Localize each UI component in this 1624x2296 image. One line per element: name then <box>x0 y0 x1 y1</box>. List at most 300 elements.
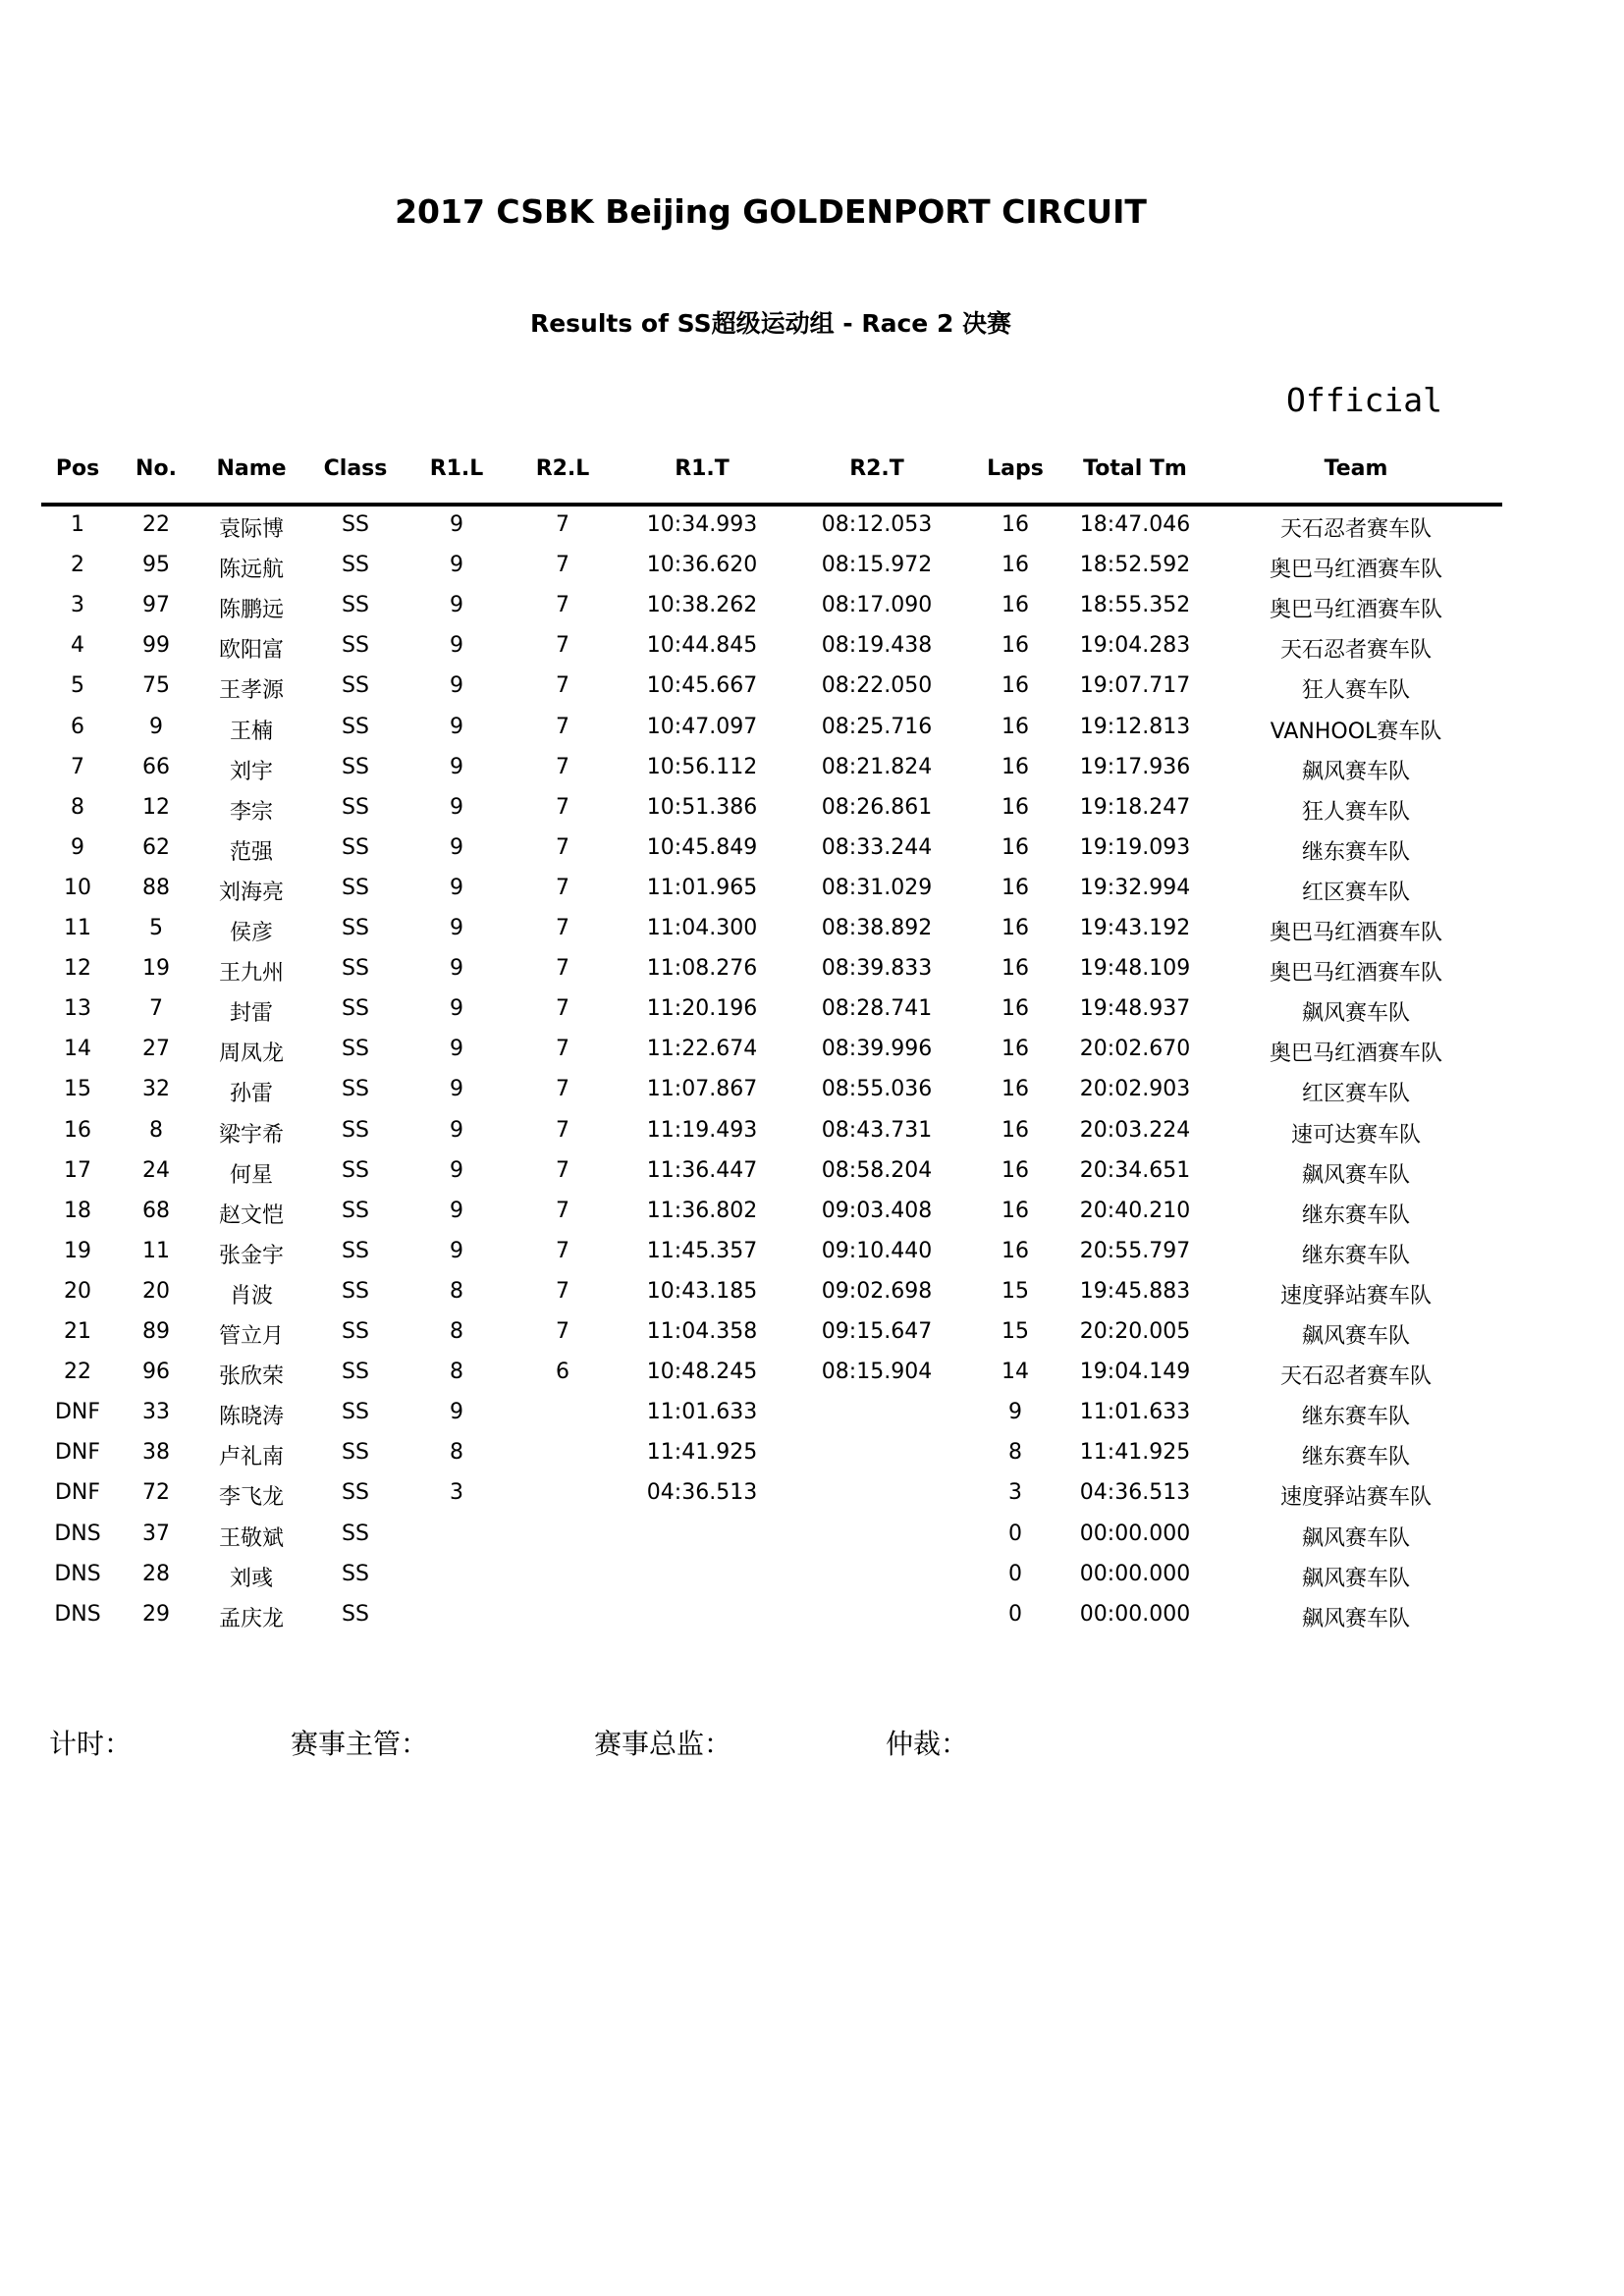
cell-team: 飙风赛车队 <box>1301 1606 1411 1631</box>
cell-r1t: 10:45.667 <box>646 673 758 699</box>
cell-class: SS <box>342 1440 369 1466</box>
cell-team: 继东赛车队 <box>1301 839 1411 865</box>
cell-class: SS <box>342 1278 369 1304</box>
cell-r2l: 7 <box>556 673 569 699</box>
cell-r2t: 09:02.698 <box>821 1278 933 1304</box>
col-header-no: No. <box>135 456 177 481</box>
cell-name: 王孝源 <box>218 678 285 704</box>
cell-r2l: 7 <box>556 996 569 1022</box>
cell-name: 李飞龙 <box>218 1485 285 1511</box>
cell-name: 孙雷 <box>229 1082 274 1107</box>
cell-class: SS <box>342 754 369 779</box>
cell-r1l: 9 <box>450 1198 463 1223</box>
col-header-r1l: R1.L <box>429 456 484 481</box>
cell-total-tm: 11:01.633 <box>1079 1400 1191 1425</box>
cell-name: 管立月 <box>218 1324 285 1349</box>
cell-r2l: 7 <box>556 956 569 982</box>
cell-team: 奥巴马红酒赛车队 <box>1269 598 1443 623</box>
cell-name: 王楠 <box>229 719 274 744</box>
cell-name: 欧阳富 <box>218 638 285 664</box>
cell-laps: 9 <box>1008 1400 1022 1425</box>
cell-r2t: 08:25.716 <box>821 714 933 739</box>
cell-r1t: 10:56.112 <box>646 754 758 779</box>
cell-no: 19 <box>142 956 170 982</box>
cell-r1l: 9 <box>450 875 463 900</box>
col-header-class: Class <box>323 456 388 481</box>
cell-no: 27 <box>142 1037 170 1062</box>
cell-total-tm: 19:45.883 <box>1079 1278 1191 1304</box>
cell-total-tm: 19:32.994 <box>1079 875 1191 900</box>
cell-no: 20 <box>142 1278 170 1304</box>
cell-total-tm: 19:04.149 <box>1079 1360 1191 1385</box>
cell-pos: 13 <box>64 996 91 1022</box>
cell-laps: 16 <box>1001 996 1029 1022</box>
cell-r2l: 7 <box>556 834 569 860</box>
col-header-r2t: R2.T <box>849 456 904 481</box>
cell-pos: DNF <box>54 1400 101 1425</box>
cell-laps: 16 <box>1001 673 1029 699</box>
cell-name: 陈远航 <box>218 558 285 583</box>
cell-r1l: 8 <box>450 1360 463 1385</box>
cell-r1l: 9 <box>450 1077 463 1102</box>
cell-total-tm: 20:03.224 <box>1079 1117 1191 1143</box>
cell-name: 孟庆龙 <box>218 1606 285 1631</box>
cell-pos: 15 <box>64 1077 91 1102</box>
signature-clerk-of-course: 赛事总监： <box>594 1728 732 1760</box>
cell-pos: 1 <box>71 512 84 537</box>
cell-r1t: 10:48.245 <box>646 1360 758 1385</box>
cell-r1t: 10:44.845 <box>646 633 758 659</box>
cell-name: 张金宇 <box>218 1243 285 1268</box>
cell-r1t: 11:45.357 <box>646 1238 758 1263</box>
cell-r1t: 04:36.513 <box>646 1480 758 1506</box>
cell-r2t: 08:39.996 <box>821 1037 933 1062</box>
cell-r2t: 09:15.647 <box>821 1319 933 1344</box>
col-header-r1t: R1.T <box>675 456 730 481</box>
cell-total-tm: 18:55.352 <box>1079 593 1191 618</box>
cell-name: 卢礼南 <box>218 1445 285 1470</box>
cell-team: 飙风赛车队 <box>1301 1001 1411 1027</box>
cell-pos: 12 <box>64 956 91 982</box>
cell-r1t: 11:07.867 <box>646 1077 758 1102</box>
cell-name: 肖波 <box>229 1283 274 1308</box>
cell-r1t: 11:36.447 <box>646 1157 758 1183</box>
cell-total-tm: 20:55.797 <box>1079 1238 1191 1263</box>
cell-team: 红区赛车队 <box>1301 880 1411 905</box>
cell-team: 飙风赛车队 <box>1301 1162 1411 1188</box>
cell-r2l: 7 <box>556 1037 569 1062</box>
cell-class: SS <box>342 875 369 900</box>
cell-r2t: 08:26.861 <box>821 794 933 820</box>
cell-r2t: 08:17.090 <box>821 593 933 618</box>
cell-class: SS <box>342 1400 369 1425</box>
cell-r1l: 9 <box>450 1238 463 1263</box>
cell-r2t: 08:12.053 <box>821 512 933 537</box>
page-subtitle: Results of SS超级运动组 - Race 2 决赛 <box>529 309 1012 338</box>
cell-team: 狂人赛车队 <box>1301 678 1411 704</box>
cell-no: 37 <box>142 1521 170 1546</box>
cell-team: 速度驿站赛车队 <box>1279 1485 1433 1511</box>
cell-pos: 8 <box>71 794 84 820</box>
cell-team: 奥巴马红酒赛车队 <box>1269 1041 1443 1067</box>
cell-team: 继东赛车队 <box>1301 1243 1411 1268</box>
cell-r2l: 7 <box>556 794 569 820</box>
cell-r2l: 7 <box>556 714 569 739</box>
cell-r2l: 7 <box>556 1077 569 1102</box>
cell-pos: DNS <box>54 1601 101 1627</box>
cell-r1t: 11:19.493 <box>646 1117 758 1143</box>
cell-no: 11 <box>142 1238 170 1263</box>
cell-r1l: 9 <box>450 996 463 1022</box>
cell-class: SS <box>342 553 369 578</box>
col-header-pos: Pos <box>55 456 100 481</box>
cell-r2t: 08:58.204 <box>821 1157 933 1183</box>
cell-name: 袁际博 <box>218 517 285 542</box>
cell-class: SS <box>342 1238 369 1263</box>
cell-class: SS <box>342 673 369 699</box>
cell-name: 刘海亮 <box>218 880 285 905</box>
cell-laps: 16 <box>1001 553 1029 578</box>
cell-r1t: 11:22.674 <box>646 1037 758 1062</box>
cell-r1l: 3 <box>450 1480 463 1506</box>
cell-name: 侯彦 <box>229 921 274 945</box>
cell-no: 12 <box>142 794 170 820</box>
cell-no: 28 <box>142 1561 170 1586</box>
cell-no: 38 <box>142 1440 170 1466</box>
cell-no: 95 <box>142 553 170 578</box>
cell-name: 李宗 <box>229 799 274 825</box>
cell-r1l: 9 <box>450 512 463 537</box>
cell-r2l: 7 <box>556 754 569 779</box>
cell-laps: 16 <box>1001 714 1029 739</box>
cell-class: SS <box>342 834 369 860</box>
cell-no: 7 <box>149 996 163 1022</box>
cell-r1t: 11:20.196 <box>646 996 758 1022</box>
cell-r2l: 7 <box>556 916 569 940</box>
col-header-team: Team <box>1324 456 1388 481</box>
cell-class: SS <box>342 593 369 618</box>
cell-r2l: 7 <box>556 512 569 537</box>
cell-no: 99 <box>142 633 170 659</box>
cell-team: 飙风赛车队 <box>1301 1566 1411 1591</box>
cell-pos: 16 <box>64 1117 91 1143</box>
cell-r1l: 9 <box>450 1400 463 1425</box>
header-divider <box>41 503 1502 507</box>
cell-team: VANHOOL赛车队 <box>1270 719 1442 744</box>
cell-r2l: 7 <box>556 553 569 578</box>
cell-pos: 14 <box>64 1037 91 1062</box>
cell-class: SS <box>342 1198 369 1223</box>
cell-team: 速度驿站赛车队 <box>1279 1283 1433 1308</box>
cell-no: 89 <box>142 1319 170 1344</box>
cell-total-tm: 00:00.000 <box>1079 1521 1191 1546</box>
cell-r2l: 6 <box>556 1360 569 1385</box>
cell-class: SS <box>342 512 369 537</box>
cell-laps: 16 <box>1001 956 1029 982</box>
cell-laps: 0 <box>1008 1601 1022 1627</box>
cell-team: 飙风赛车队 <box>1301 1324 1411 1349</box>
cell-name: 周凤龙 <box>218 1041 285 1067</box>
cell-no: 62 <box>142 834 170 860</box>
cell-r1t: 10:43.185 <box>646 1278 758 1304</box>
cell-r2t: 09:10.440 <box>821 1238 933 1263</box>
cell-r1l: 9 <box>450 1037 463 1062</box>
cell-laps: 16 <box>1001 593 1029 618</box>
cell-r1l: 8 <box>450 1278 463 1304</box>
cell-class: SS <box>342 633 369 659</box>
cell-total-tm: 11:41.925 <box>1079 1440 1191 1466</box>
cell-pos: 17 <box>64 1157 91 1183</box>
cell-name: 赵文恺 <box>218 1202 285 1228</box>
cell-laps: 16 <box>1001 633 1029 659</box>
cell-team: 红区赛车队 <box>1301 1082 1411 1107</box>
col-header-total-tm: Total Tm <box>1083 456 1187 481</box>
cell-r2t: 08:22.050 <box>821 673 933 699</box>
cell-no: 97 <box>142 593 170 618</box>
signature-steward: 仲裁： <box>886 1728 969 1760</box>
cell-r2t: 08:55.036 <box>821 1077 933 1102</box>
cell-r1t: 11:41.925 <box>646 1440 758 1466</box>
signature-race-director: 赛事主管： <box>291 1728 429 1760</box>
cell-r2t: 08:39.833 <box>821 956 933 982</box>
cell-laps: 15 <box>1001 1278 1029 1304</box>
cell-r1l: 9 <box>450 834 463 860</box>
cell-team: 狂人赛车队 <box>1301 799 1411 825</box>
cell-class: SS <box>342 1037 369 1062</box>
cell-no: 8 <box>149 1117 163 1143</box>
cell-class: SS <box>342 714 369 739</box>
cell-r1l: 9 <box>450 633 463 659</box>
cell-laps: 16 <box>1001 1077 1029 1102</box>
cell-team: 继东赛车队 <box>1301 1405 1411 1430</box>
cell-pos: 20 <box>64 1278 91 1304</box>
cell-class: SS <box>342 1601 369 1627</box>
cell-r2t: 08:21.824 <box>821 754 933 779</box>
cell-total-tm: 00:00.000 <box>1079 1561 1191 1586</box>
cell-pos: 21 <box>64 1319 91 1344</box>
cell-no: 5 <box>149 916 163 940</box>
cell-r2t: 08:33.244 <box>821 834 933 860</box>
col-header-laps: Laps <box>987 456 1044 481</box>
cell-class: SS <box>342 916 369 940</box>
cell-total-tm: 19:43.192 <box>1079 916 1191 940</box>
cell-pos: 7 <box>71 754 84 779</box>
cell-no: 75 <box>142 673 170 699</box>
cell-team: 速可达赛车队 <box>1290 1122 1422 1148</box>
cell-laps: 8 <box>1008 1440 1022 1466</box>
cell-name: 王敬斌 <box>218 1525 285 1551</box>
cell-laps: 16 <box>1001 875 1029 900</box>
cell-r2t: 08:15.904 <box>821 1360 933 1385</box>
cell-total-tm: 20:34.651 <box>1079 1157 1191 1183</box>
cell-total-tm: 18:52.592 <box>1079 553 1191 578</box>
cell-r1l: 8 <box>450 1440 463 1466</box>
cell-no: 66 <box>142 754 170 779</box>
cell-r1t: 10:51.386 <box>646 794 758 820</box>
cell-pos: 9 <box>71 834 84 860</box>
cell-total-tm: 19:48.937 <box>1079 996 1191 1022</box>
cell-name: 陈晓涛 <box>218 1405 285 1430</box>
cell-name: 封雷 <box>229 1001 274 1027</box>
official-stamp: Official <box>1286 381 1442 419</box>
cell-r2l: 7 <box>556 875 569 900</box>
cell-total-tm: 18:47.046 <box>1079 512 1191 537</box>
cell-class: SS <box>342 1561 369 1586</box>
cell-team: 继东赛车队 <box>1301 1202 1411 1228</box>
cell-no: 29 <box>142 1601 170 1627</box>
cell-team: 天石忍者赛车队 <box>1279 517 1433 542</box>
cell-laps: 14 <box>1001 1360 1029 1385</box>
cell-r2l: 7 <box>556 1278 569 1304</box>
cell-r1t: 11:04.358 <box>646 1319 758 1344</box>
cell-r1l: 8 <box>450 1319 463 1344</box>
cell-r1t: 10:38.262 <box>646 593 758 618</box>
cell-total-tm: 04:36.513 <box>1079 1480 1191 1506</box>
cell-team: 奥巴马红酒赛车队 <box>1269 961 1443 987</box>
cell-r1t: 10:36.620 <box>646 553 758 578</box>
cell-no: 68 <box>142 1198 170 1223</box>
cell-name: 张欣荣 <box>218 1364 285 1390</box>
cell-laps: 16 <box>1001 834 1029 860</box>
cell-r1t: 10:47.097 <box>646 714 758 739</box>
cell-r1l: 9 <box>450 714 463 739</box>
cell-r2t: 08:28.741 <box>821 996 933 1022</box>
cell-no: 33 <box>142 1400 170 1425</box>
cell-pos: 6 <box>71 714 84 739</box>
cell-total-tm: 20:02.903 <box>1079 1077 1191 1102</box>
cell-name: 何星 <box>229 1162 274 1188</box>
cell-no: 9 <box>149 714 163 739</box>
cell-class: SS <box>342 1360 369 1385</box>
cell-class: SS <box>342 1157 369 1183</box>
cell-pos: 10 <box>64 875 91 900</box>
cell-r2l: 7 <box>556 1319 569 1344</box>
cell-r1l: 9 <box>450 673 463 699</box>
cell-pos: DNF <box>54 1440 101 1466</box>
cell-pos: DNS <box>54 1561 101 1586</box>
cell-r2t: 08:19.438 <box>821 633 933 659</box>
cell-class: SS <box>342 1319 369 1344</box>
cell-team: 天石忍者赛车队 <box>1279 1364 1433 1390</box>
cell-r2l: 7 <box>556 633 569 659</box>
cell-laps: 16 <box>1001 1117 1029 1143</box>
cell-r1t: 11:08.276 <box>646 956 758 982</box>
cell-r2t: 08:15.972 <box>821 553 933 578</box>
cell-laps: 15 <box>1001 1319 1029 1344</box>
cell-no: 22 <box>142 512 170 537</box>
cell-team: 继东赛车队 <box>1301 1445 1411 1470</box>
cell-name: 范强 <box>229 839 274 865</box>
cell-r2l: 7 <box>556 1198 569 1223</box>
cell-r1t: 10:45.849 <box>646 834 758 860</box>
cell-total-tm: 19:17.936 <box>1079 754 1191 779</box>
cell-class: SS <box>342 996 369 1022</box>
cell-no: 88 <box>142 875 170 900</box>
cell-total-tm: 19:04.283 <box>1079 633 1191 659</box>
cell-laps: 16 <box>1001 916 1029 940</box>
cell-no: 72 <box>142 1480 170 1506</box>
cell-total-tm: 20:40.210 <box>1079 1198 1191 1223</box>
cell-pos: 2 <box>71 553 84 578</box>
cell-class: SS <box>342 1521 369 1546</box>
cell-class: SS <box>342 1117 369 1143</box>
cell-laps: 16 <box>1001 754 1029 779</box>
cell-total-tm: 19:48.109 <box>1079 956 1191 982</box>
cell-total-tm: 19:19.093 <box>1079 834 1191 860</box>
cell-total-tm: 19:07.717 <box>1079 673 1191 699</box>
cell-laps: 16 <box>1001 1198 1029 1223</box>
cell-laps: 0 <box>1008 1561 1022 1586</box>
cell-r1t: 11:04.300 <box>646 916 758 940</box>
cell-name: 王九州 <box>218 961 285 987</box>
cell-laps: 16 <box>1001 1238 1029 1263</box>
cell-pos: DNF <box>54 1480 101 1506</box>
cell-pos: 19 <box>64 1238 91 1263</box>
cell-laps: 16 <box>1001 512 1029 537</box>
cell-r1t: 11:01.633 <box>646 1400 758 1425</box>
cell-total-tm: 00:00.000 <box>1079 1601 1191 1627</box>
cell-laps: 0 <box>1008 1521 1022 1546</box>
cell-r2t: 08:43.731 <box>821 1117 933 1143</box>
page-title: 2017 CSBK Beijing GOLDENPORT CIRCUIT <box>395 192 1147 231</box>
cell-r1l: 9 <box>450 916 463 940</box>
cell-pos: 4 <box>71 633 84 659</box>
cell-class: SS <box>342 1480 369 1506</box>
cell-r2l: 7 <box>556 593 569 618</box>
cell-pos: 22 <box>64 1360 91 1385</box>
cell-name: 刘彧 <box>229 1566 274 1591</box>
cell-pos: 11 <box>64 916 91 940</box>
cell-r2t: 08:38.892 <box>821 916 933 940</box>
cell-r1t: 11:36.802 <box>646 1198 758 1223</box>
cell-r1t: 11:01.965 <box>646 875 758 900</box>
cell-total-tm: 19:18.247 <box>1079 794 1191 820</box>
cell-laps: 3 <box>1008 1480 1022 1506</box>
cell-pos: 18 <box>64 1198 91 1223</box>
cell-name: 梁宇希 <box>218 1122 285 1148</box>
cell-r1l: 9 <box>450 794 463 820</box>
cell-laps: 16 <box>1001 1157 1029 1183</box>
cell-r1l: 9 <box>450 553 463 578</box>
cell-class: SS <box>342 956 369 982</box>
cell-r1l: 9 <box>450 593 463 618</box>
cell-r2t: 09:03.408 <box>821 1198 933 1223</box>
cell-r1l: 9 <box>450 1157 463 1183</box>
cell-team: 奥巴马红酒赛车队 <box>1269 921 1443 945</box>
cell-team: 天石忍者赛车队 <box>1279 638 1433 664</box>
cell-r2l: 7 <box>556 1157 569 1183</box>
signature-timing: 计时： <box>49 1728 133 1760</box>
cell-no: 32 <box>142 1077 170 1102</box>
cell-pos: 5 <box>71 673 84 699</box>
cell-name: 刘宇 <box>229 759 274 784</box>
cell-total-tm: 19:12.813 <box>1079 714 1191 739</box>
cell-r1l: 9 <box>450 956 463 982</box>
cell-r1l: 9 <box>450 1117 463 1143</box>
cell-laps: 16 <box>1001 1037 1029 1062</box>
cell-laps: 16 <box>1001 794 1029 820</box>
cell-team: 飙风赛车队 <box>1301 759 1411 784</box>
cell-r1l: 9 <box>450 754 463 779</box>
cell-no: 24 <box>142 1157 170 1183</box>
cell-class: SS <box>342 1077 369 1102</box>
cell-r2l: 7 <box>556 1117 569 1143</box>
col-header-r2l: R2.L <box>535 456 590 481</box>
cell-pos: DNS <box>54 1521 101 1546</box>
cell-total-tm: 20:02.670 <box>1079 1037 1191 1062</box>
cell-team: 飙风赛车队 <box>1301 1525 1411 1551</box>
cell-r1t: 10:34.993 <box>646 512 758 537</box>
